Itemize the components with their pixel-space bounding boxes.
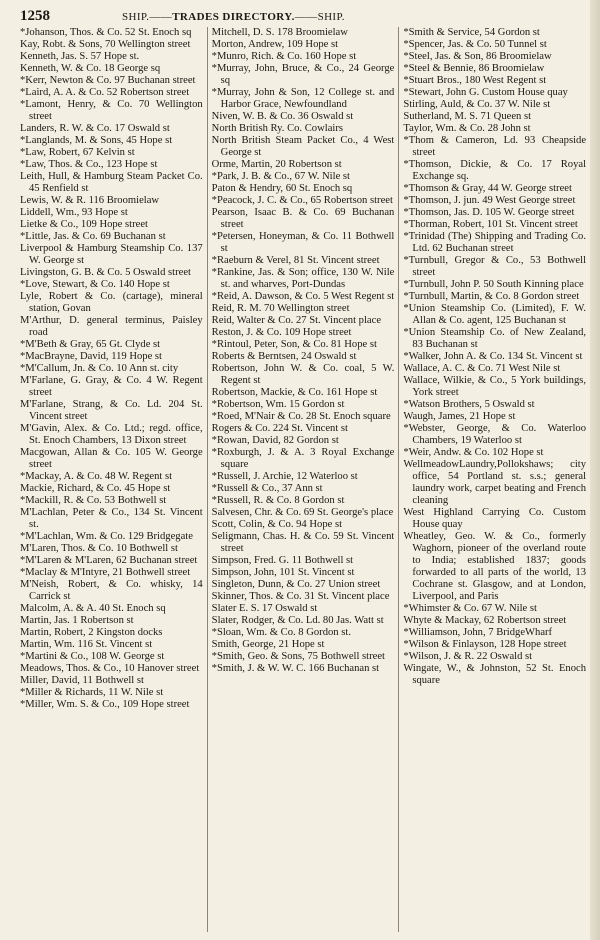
directory-entry: Reston, J. & Co. 109 Hope street [211,327,352,338]
directory-entry: Sutherland, M. S. 71 Queen st [403,111,532,122]
directory-entry: Livingston, G. B. & Co. 5 Oswald street [20,267,191,278]
directory-entry: Lietke & Co., 109 Hope street [20,219,148,230]
directory-entry: Wallace, A. C. & Co. 71 West Nile st [403,363,561,374]
directory-entry: Wingate, W., & Johnston, 52 St. Enoch square [403,663,587,686]
directory-entry: Taylor, Wm. & Co. 28 John st [403,123,531,134]
directory-entry: *Roed, M'Nair & Co. 28 St. Enoch square [211,411,391,422]
directory-entry: *Petersen, Honeyman, & Co. 11 Bothwell st [211,231,395,254]
directory-entry: Kenneth, Jas. S. 57 Hope st. [20,51,140,62]
directory-entry: Liverpool & Hamburg Steamship Co. 137 W. George st [20,243,203,266]
directory-entry: Robertson, John W. & Co. coal, 5 W. Regent st [211,363,395,386]
directory-entry: Rogers & Co. 224 St. Vincent st [211,423,348,434]
directory-entry: *M'Laren & M'Laren, 62 Buchanan street [20,555,198,566]
directory-entry: *Langlands, M. & Sons, 45 Hope st [20,135,173,146]
directory-column-3 [398,27,586,932]
directory-entry: Wheatley, Geo. W. & Co., formerly Waghorn, pioneer of the overland route to India; established 1837; goods forwarded to all parts of the world, 13 Cochrane st. Glasgow, and at London, Liverpool, and Paris [403,531,587,602]
directory-entry: *Russell, J. Archie, 12 Waterloo st [211,471,358,482]
directory-entry: *Stuart Bros., 180 West Regent st [403,75,547,86]
directory-entry: Niven, W. B. & Co. 36 Oswald st [211,111,354,122]
directory-entry: *Russell, R. & Co. 8 Gordon st [211,495,345,506]
directory-entry: Reid, R. M. 70 Wellington street [211,303,350,314]
directory-columns [20,27,586,932]
directory-entry: M'Gavin, Alex. & Co. Ltd.; regd. office, St. Enoch Chambers, 13 Dixon street [20,423,203,446]
directory-entry: Kenneth, W. & Co. 18 George sq [20,63,161,74]
directory-entry: *Williamson, John, 7 BridgeWharf [403,627,553,638]
directory-entry: Salvesen, Chr. & Co. 69 St. George's place [211,507,394,518]
directory-entry: Macgowan, Allan & Co. 105 W. George street [20,447,203,470]
directory-entry: Mitchell, D. S. 178 Broomielaw [211,27,348,38]
directory-entry: *Wilson & Finlayson, 128 Hope street [403,639,567,650]
directory-entry: M'Farlane, Strang, & Co. Ld. 204 St. Vincent street [20,399,203,422]
directory-entry: Mackie, Richard, & Co. 45 Hope st [20,483,171,494]
directory-entry: *Whimster & Co. 67 W. Nile st [403,603,537,614]
directory-entry: *Thorman, Robert, 101 St. Vincent street [403,219,578,230]
directory-entry: *Smith, J. & W. W. C. 166 Buchanan st [211,663,380,674]
directory-entry: M'Laren, Thos. & Co. 10 Bothwell st [20,543,178,554]
directory-entry: Scott, Colin, & Co. 94 Hope st [211,519,343,530]
header-right-word: SHIP. [317,11,345,23]
directory-entry: Orme, Martin, 20 Robertson st [211,159,342,170]
directory-entry: Singleton, Dunn, & Co. 27 Union street [211,579,381,590]
directory-entry: *Munro, Rich. & Co. 160 Hope st [211,51,357,62]
directory-entry: *Law, Thos. & Co., 123 Hope st [20,159,158,170]
directory-entry: *Spencer, Jas. & Co. 50 Tunnel st [403,39,547,50]
directory-entry: *Walker, John A. & Co. 134 St. Vincent st [403,351,583,362]
directory-entry: M'Neish, Robert, & Co. whisky, 14 Carrick st [20,579,203,602]
directory-entry: Simpson, John, 101 St. Vincent st [211,567,355,578]
directory-entry: *Murray, John, Bruce, & Co., 24 George sq [211,63,395,86]
directory-entry: Smith, George, 21 Hope st [211,639,325,650]
directory-entry: Morton, Andrew, 109 Hope st [211,39,339,50]
directory-entry: *Union Steamship Co. of New Zealand, 83 Buchanan st [403,327,587,350]
directory-entry: Reid, Walter & Co. 27 St. Vincent place [211,315,382,326]
directory-entry: *Kerr, Newton & Co. 97 Buchanan street [20,75,196,86]
running-header [0,2,600,26]
directory-entry: *Steel & Bennie, 86 Broomielaw [403,63,545,74]
directory-entry: Simpson, Fred. G. 11 Bothwell st [211,555,354,566]
directory-entry: *MacBrayne, David, 119 Hope st [20,351,163,362]
directory-entry: Martin, Jas. 1 Robertson st [20,615,134,626]
directory-entry: Skinner, Thos. & Co. 31 St. Vincent place [211,591,390,602]
directory-entry: *Little, Jas. & Co. 69 Buchanan st [20,231,166,242]
directory-entry: Lyle, Robert & Co. (cartage), mineral station, Govan [20,291,203,314]
directory-entry: *Watson Brothers, 5 Oswald st [403,399,535,410]
directory-entry: *Rintoul, Peter, Son, & Co. 81 Hope st [211,339,377,350]
directory-entry: Paton & Hendry, 60 St. Enoch sq [211,183,353,194]
directory-entry: Roberts & Berntsen, 24 Oswald st [211,351,357,362]
directory-entry: *Turnbull, Gregor & Co., 53 Bothwell street [403,255,587,278]
directory-entry: *Mackill, R. & Co. 53 Bothwell st [20,495,167,506]
directory-entry: *Raeburn & Verel, 81 St. Vincent street [211,255,380,266]
directory-entry: *Love, Stewart, & Co. 140 Hope st [20,279,170,290]
directory-entry: *Smith, Geo. & Sons, 75 Bothwell street [211,651,385,662]
directory-entry: *Thomson, Jas. D. 105 W. George street [403,207,575,218]
directory-entry: *M'Beth & Gray, 65 Gt. Clyde st [20,339,161,350]
directory-entry: Slater E. S. 17 Oswald st [211,603,318,614]
directory-entry: Robertson, Mackie, & Co. 161 Hope st [211,387,378,398]
directory-entry: M'Arthur, D. general terminus, Paisley road [20,315,203,338]
directory-entry: Miller, David, 11 Bothwell st [20,675,144,686]
directory-entry: Leith, Hull, & Hamburg Steam Packet Co. 45 Renfield st [20,171,203,194]
directory-entry: *Thom & Cameron, Ld. 93 Cheapside street [403,135,587,158]
directory-entry: WellmeadowLaundry,Pollokshaws; city office, 54 Portland st. s.s.; general laundry work, carpet beating and French cleaning [403,459,587,506]
directory-entry: *Johanson, Thos. & Co. 52 St. Enoch sq [20,27,192,38]
directory-entry: *Mackay, A. & Co. 48 W. Regent st [20,471,173,482]
running-title: SHIP.——TRADES DIRECTORY.——SHIP. [122,11,345,23]
header-left-word: SHIP. [122,11,150,23]
directory-entry: *Thomson, J. jun. 49 West George street [403,195,576,206]
directory-entry: *Lamont, Henry, & Co. 70 Wellington street [20,99,203,122]
directory-entry: Whyte & Mackay, 62 Robertson street [403,615,567,626]
directory-entry: Lewis, W. & R. 116 Broomielaw [20,195,160,206]
directory-entry: Pearson, Isaac B. & Co. 69 Buchanan street [211,207,395,230]
directory-entry: Slater, Rodger, & Co. Ld. 80 Jas. Watt st [211,615,384,626]
directory-entry: *M'Lachlan, Wm. & Co. 129 Bridgegate [20,531,193,542]
directory-entry: *Wilson, J. & R. 22 Oswald st [403,651,533,662]
directory-entry: M'Lachlan, Peter & Co., 134 St. Vincent st. [20,507,203,530]
directory-entry: *Roxburgh, J. & A. 3 Royal Exchange square [211,447,395,470]
directory-entry: *Turnbull, Martin, & Co. 8 Gordon street [403,291,580,302]
directory-entry: *M'Callum, Jn. & Co. 10 Ann st. city [20,363,179,374]
directory-entry: *Maclay & M'Intyre, 21 Bothwell street [20,567,191,578]
page-edge [590,0,600,940]
directory-column-1 [20,27,203,932]
directory-entry: *Miller, Wm. S. & Co., 109 Hope street [20,699,190,710]
directory-entry: *Rowan, David, 82 Gordon st [211,435,339,446]
directory-entry: *Reid, A. Dawson, & Co. 5 West Regent st [211,291,395,302]
directory-entry: *Law, Robert, 67 Kelvin st [20,147,135,158]
directory-entry: *Union Steamship Co. (Limited), F. W. Allan & Co. agent, 125 Buchanan st [403,303,587,326]
directory-entry: *Murray, John & Son, 12 College st. and Harbor Grace, Newfoundland [211,87,395,110]
directory-entry: *Trinidad (The) Shipping and Trading Co. Ltd. 62 Buchanan street [403,231,587,254]
directory-entry: Wallace, Wilkie, & Co., 5 York buildings, York street [403,375,587,398]
header-center-title: TRADES DIRECTORY. [172,11,295,23]
directory-entry: *Rankine, Jas. & Son; office, 130 W. Nile st. and wharves, Port-Dundas [211,267,395,290]
directory-entry: Martin, Robert, 2 Kingston docks [20,627,163,638]
directory-entry: *Russell & Co., 37 Ann st [211,483,323,494]
directory-entry: *Park, J. B. & Co., 67 W. Nile st [211,171,350,182]
directory-entry: *Miller & Richards, 11 W. Nile st [20,687,164,698]
directory-entry: *Thomson & Gray, 44 W. George street [403,183,572,194]
directory-entry: *Sloan, Wm. & Co. 8 Gordon st. [211,627,351,638]
directory-entry: Stirling, Auld, & Co. 37 W. Nile st [403,99,551,110]
directory-entry: Liddell, Wm., 93 Hope st [20,207,128,218]
directory-entry: Landers, R. W. & Co. 17 Oswald st [20,123,170,134]
directory-entry: Kay, Robt. & Sons, 70 Wellington street [20,39,191,50]
directory-entry: *Peacock, J. C. & Co., 65 Robertson street [211,195,393,206]
directory-entry: *Turnbull, John P. 50 South Kinning place [403,279,584,290]
directory-entry: *Smith & Service, 54 Gordon st [403,27,540,38]
directory-column-2 [207,27,395,932]
directory-entry: *Robertson, Wm. 15 Gordon st [211,399,345,410]
directory-entry: North British Ry. Co. Cowlairs [211,123,343,134]
directory-entry: North British Steam Packet Co., 4 West George st [211,135,395,158]
directory-entry: *Thomson, Dickie, & Co. 17 Royal Exchange sq. [403,159,587,182]
directory-entry: *Webster, George, & Co. Waterloo Chambers, 19 Waterloo st [403,423,587,446]
directory-entry: Martin, Wm. 116 St. Vincent st [20,639,153,650]
directory-entry: *Laird, A. A. & Co. 52 Robertson street [20,87,190,98]
directory-entry: *Martini & Co., 108 W. George st [20,651,165,662]
directory-entry: Meadows, Thos. & Co., 10 Hanover street [20,663,200,674]
directory-entry: Malcolm, A. & A. 40 St. Enoch sq [20,603,166,614]
page-number: 1258 [20,8,50,24]
directory-entry: West Highland Carrying Co. Custom House quay [403,507,587,530]
directory-entry: Seligmann, Chas. H. & Co. 59 St. Vincent street [211,531,395,554]
directory-entry: *Weir, Andw. & Co. 102 Hope st [403,447,544,458]
directory-entry: Waugh, James, 21 Hope st [403,411,516,422]
directory-entry: *Stewart, John G. Custom House quay [403,87,568,98]
directory-entry: *Steel, Jas. & Son, 86 Broomielaw [403,51,552,62]
directory-entry: M'Farlane, G. Gray, & Co. 4 W. Regent street [20,375,203,398]
